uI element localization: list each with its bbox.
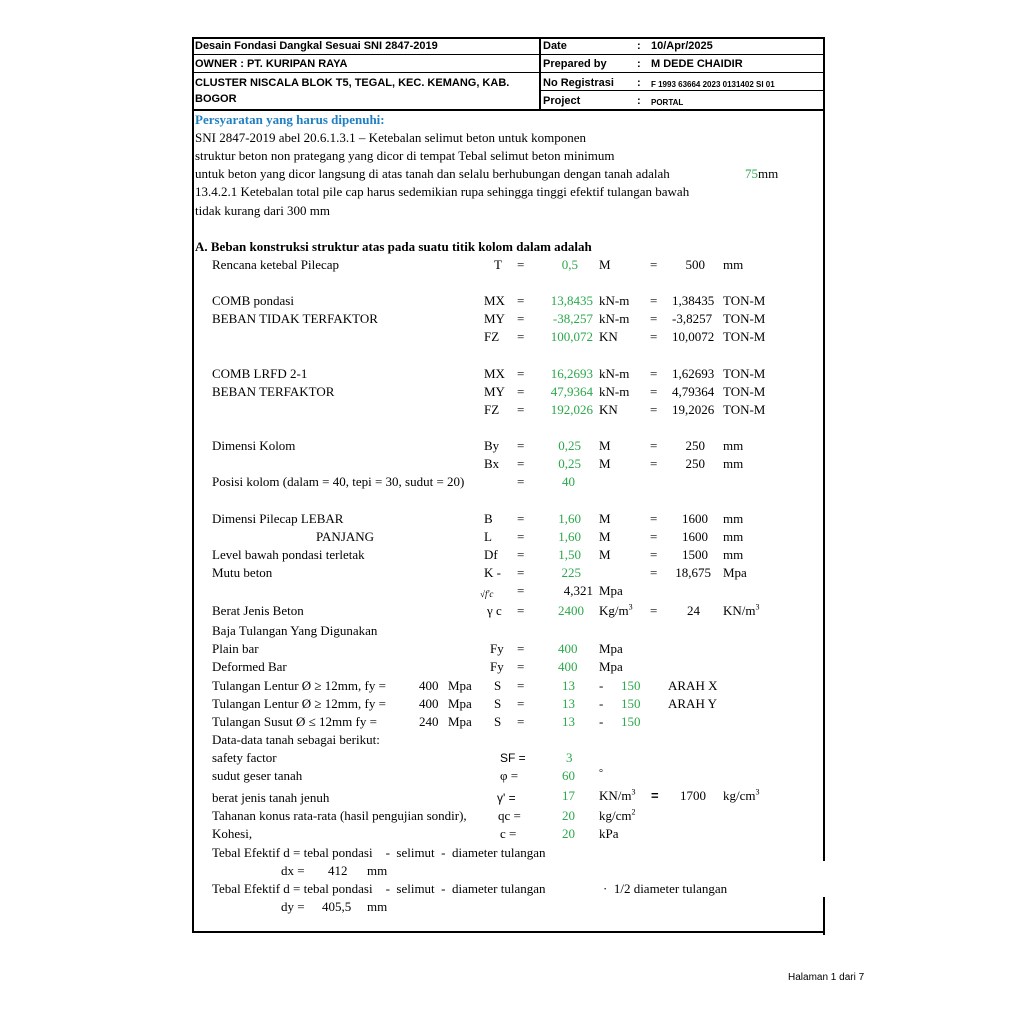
load-val: 192,026 — [550, 402, 593, 417]
tul-sym: S — [494, 678, 502, 693]
sudut-sym: φ = — [500, 768, 519, 783]
dim-unit: M — [599, 511, 611, 526]
jenuh-unit2-wrap — [723, 788, 760, 804]
project-value: PORTAL — [651, 98, 684, 107]
dim-unit2: mm — [723, 529, 744, 544]
load-unit2: TON-M — [723, 293, 766, 308]
tul-d: 13 — [562, 696, 575, 711]
load-unit: kN-m — [599, 384, 630, 399]
dim-eq: = — [517, 547, 525, 562]
pilecap-eq2: = — [650, 257, 658, 272]
load-sym: MX — [484, 293, 505, 308]
prepared-label: Prepared by — [543, 58, 607, 70]
prepared-value: M DEDE CHAIDIR — [651, 58, 743, 70]
req-line1: SNI 2847-2019 abel 20.6.1.3.1 – Ketebalan selimut beton untuk komponen — [195, 130, 587, 145]
load-eq2: = — [650, 311, 658, 326]
req-line4: 13.4.2.1 Ketebalan total pile cap harus sedemikian rupa sehingga tinggi efektif tulangan bawah — [195, 184, 690, 199]
jenuh-unit2-sup: 3 — [755, 787, 760, 797]
load-eq2: = — [650, 293, 658, 308]
load-val: 13,8435 — [550, 293, 593, 308]
qc-label: Tahanan konus rata-rata (hasil pengujian sondir), — [212, 808, 467, 823]
deformed-label: Deformed Bar — [212, 659, 287, 674]
pilecap-val2: 500 — [685, 257, 705, 272]
dim-unit: M — [599, 529, 611, 544]
jenuh-unit-sup: 3 — [631, 787, 636, 797]
load-val2: 4,79364 — [672, 384, 715, 399]
mutu-eq: = — [517, 565, 525, 580]
tul-fy: 400 — [419, 696, 439, 711]
qc-unit-wrap — [599, 808, 636, 824]
tul-label: Tulangan Lentur Ø ≥ 12mm, fy = — [212, 678, 386, 693]
mutu-val2: 18,675 — [675, 565, 711, 580]
kolom-val: 0,25 — [558, 456, 581, 471]
comb1-label: COMB pondasi — [212, 293, 294, 308]
deformed-eq: = — [517, 659, 525, 674]
dim-val2: 1500 — [682, 547, 708, 562]
load-val: 16,2693 — [550, 366, 593, 381]
noreg-label: No Registrasi — [543, 77, 614, 89]
section-a-title: A. Beban konstruksi struktur atas pada suatu titik kolom dalam adalah — [195, 239, 592, 254]
tul-s: 150 — [621, 714, 641, 729]
location-line1: CLUSTER NISCALA BLOK T5, TEGAL, KEC. KEMANG, KAB. — [195, 77, 510, 89]
load-eq2: = — [650, 329, 658, 344]
load-eq: = — [517, 311, 525, 326]
load-eq: = — [517, 366, 525, 381]
load-unit: KN — [599, 402, 618, 417]
sf-sym: SF = — [500, 751, 526, 765]
kolom-eq2: = — [650, 456, 658, 471]
header-line-2 — [192, 72, 824, 73]
load-unit2: TON-M — [723, 402, 766, 417]
req-line5: tidak kurang dari 300 mm — [195, 203, 331, 218]
plain-sym: Fy — [490, 641, 504, 656]
load-val2: -3,8257 — [672, 311, 713, 326]
project-colon: : — [637, 95, 641, 107]
plain-eq: = — [517, 641, 525, 656]
kohesi-sym: c = — [500, 826, 517, 841]
load-eq2: = — [650, 366, 658, 381]
berat-unit: Kg/m — [599, 603, 629, 618]
dx-label: dx = — [281, 863, 305, 878]
kohesi-val: 20 — [562, 826, 575, 841]
load-sym: FZ — [484, 329, 500, 344]
dim-unit2: mm — [723, 547, 744, 562]
dim-val2: 1600 — [682, 529, 708, 544]
load-unit2: TON-M — [723, 366, 766, 381]
comb2-sub: BEBAN TERFAKTOR — [212, 384, 335, 399]
tul-unit: Mpa — [448, 696, 472, 711]
load-val: 47,9364 — [550, 384, 593, 399]
load-eq: = — [517, 402, 525, 417]
level-label: Level bawah pondasi terletak — [212, 547, 365, 562]
owner: OWNER : PT. KURIPAN RAYA — [195, 58, 348, 70]
header-line-1 — [192, 54, 824, 55]
tebal-efektif-2: Tebal Efektif d = tebal pondasi - selimut - diameter tulangan — [212, 881, 546, 896]
header-divider — [539, 37, 541, 110]
deformed-val: 400 — [558, 659, 578, 674]
dim-unit: M — [599, 547, 611, 562]
load-sym: FZ — [484, 402, 500, 417]
dim-eq2: = — [650, 529, 658, 544]
tul-sym: S — [494, 714, 502, 729]
jenuh-val: 17 — [562, 788, 575, 803]
mutu-eq2: = — [650, 565, 658, 580]
kolom-unit: M — [599, 456, 611, 471]
baja-label: Baja Tulangan Yang Digunakan — [212, 623, 378, 638]
berat-unit-wrap — [599, 603, 633, 619]
plain-unit: Mpa — [599, 641, 623, 656]
page-number: Halaman 1 dari 7 — [788, 972, 865, 983]
pilecap-label: Rencana ketebal Pilecap — [212, 257, 340, 272]
date-colon: : — [637, 40, 641, 52]
kolom-unit: M — [599, 438, 611, 453]
jenuh-val2: 1700 — [680, 788, 706, 803]
berat-label: Berat Jenis Beton — [212, 603, 304, 618]
sf-val: 3 — [566, 750, 573, 765]
dim-eq: = — [517, 511, 525, 526]
berat-val: 2400 — [558, 603, 584, 618]
posisi-eq: = — [517, 474, 525, 489]
load-val: 100,072 — [550, 329, 593, 344]
load-unit2: TON-M — [723, 384, 766, 399]
pilecap-unit: M — [599, 257, 611, 272]
jenuh-label: berat jenis tanah jenuh — [212, 790, 330, 805]
berat-eq: = — [517, 603, 525, 618]
load-eq2: = — [650, 402, 658, 417]
sudut-val: 60 — [562, 768, 575, 783]
dim-eq2: = — [650, 547, 658, 562]
dim-val: 1,60 — [558, 529, 581, 544]
plain-val: 400 — [558, 641, 578, 656]
load-val2: 1,38435 — [672, 293, 715, 308]
noreg-value: F 1993 63664 2023 0131402 SI 01 — [651, 80, 775, 89]
tul-eq: = — [517, 714, 525, 729]
tul-fy: 400 — [419, 678, 439, 693]
dx-unit: mm — [367, 863, 388, 878]
kolom-sym: By — [484, 438, 500, 453]
kohesi-unit: kPa — [599, 826, 619, 841]
sudut-label: sudut geser tanah — [212, 768, 303, 783]
load-unit: kN-m — [599, 293, 630, 308]
jenuh-unit-wrap — [599, 788, 636, 804]
berat-eq2: = — [650, 603, 658, 618]
qc-unit-sup: 2 — [631, 807, 636, 817]
plain-label: Plain bar — [212, 641, 259, 656]
requirements-title: Persyaratan yang harus dipenuhi: — [195, 112, 385, 127]
tul-s: 150 — [621, 678, 641, 693]
tul-s: 150 — [621, 696, 641, 711]
kolom-unit2: mm — [723, 438, 744, 453]
load-eq2: = — [650, 384, 658, 399]
berat-unit2-sup: 3 — [755, 602, 760, 612]
kohesi-label: Kohesi, — [212, 826, 253, 841]
tul-d: 13 — [562, 678, 575, 693]
jenuh-eq: = — [651, 788, 659, 803]
sqrt-eq: = — [517, 583, 525, 598]
pilecap-dim-label: Dimensi Pilecap LEBAR — [212, 511, 344, 526]
berat-val2: 24 — [687, 603, 700, 618]
dim-sym: L — [484, 529, 492, 544]
tul-sym: S — [494, 696, 502, 711]
load-val2: 1,62693 — [672, 366, 715, 381]
tul-eq: = — [517, 696, 525, 711]
right-border-lower — [823, 897, 825, 935]
project-label: Project — [543, 95, 581, 107]
tebal-efektif-2b: · 1/2 diameter tulangan — [603, 881, 728, 896]
berat-sym: γ c — [487, 603, 502, 618]
jenuh-sym: γ' = — [497, 791, 516, 805]
pilecap-sym: T — [494, 257, 502, 272]
berat-unit2: KN/m — [723, 603, 756, 618]
pilecap-eq: = — [517, 257, 525, 272]
kolom-val: 0,25 — [558, 438, 581, 453]
dim-val: 1,60 — [558, 511, 581, 526]
mutu-val: 225 — [561, 565, 581, 580]
date-label: Date — [543, 40, 567, 52]
dy-val: 405,5 — [322, 899, 352, 914]
berat-unit-sup: 3 — [628, 602, 633, 612]
deformed-unit: Mpa — [599, 659, 623, 674]
mutu-unit2: Mpa — [723, 565, 747, 580]
tul-arah: ARAH Y — [668, 696, 717, 711]
pilecap-unit2: mm — [723, 257, 744, 272]
tul-dash: - — [599, 696, 604, 711]
dim-eq2: = — [650, 511, 658, 526]
dim-sym: Df — [484, 547, 498, 562]
sf-label: safety factor — [212, 750, 277, 765]
comb1-sub: BEBAN TIDAK TERFAKTOR — [212, 311, 378, 326]
sudut-deg: ° — [599, 768, 603, 779]
posisi-val: 40 — [562, 474, 575, 489]
load-eq: = — [517, 293, 525, 308]
req-line2: struktur beton non prategang yang dicor di tempat Tebal selimut beton minimum — [195, 148, 615, 163]
load-unit: kN-m — [599, 366, 630, 381]
load-sym: MX — [484, 366, 505, 381]
qc-unit: kg/cm — [599, 808, 632, 823]
tul-label: Tulangan Lentur Ø ≥ 12mm, fy = — [212, 696, 386, 711]
tul-fy: 240 — [419, 714, 439, 729]
req-line3: untuk beton yang dicor langsung di atas tanah dan selalu berhubungan dengan tanah adalah — [195, 166, 670, 181]
tul-dash: - — [599, 714, 604, 729]
dim-eq: = — [517, 529, 525, 544]
tul-label: Tulangan Susut Ø ≤ 12mm fy = — [212, 714, 377, 729]
req-cover-unit: mm — [758, 166, 779, 181]
tul-dash: - — [599, 678, 604, 693]
location-line2: BOGOR — [195, 93, 237, 105]
tul-d: 13 — [562, 714, 575, 729]
load-val2: 19,2026 — [672, 402, 715, 417]
jenuh-unit2: kg/cm — [723, 788, 756, 803]
load-sym: MY — [484, 384, 505, 399]
dim-sym: B — [484, 511, 493, 526]
kolom-label: Dimensi Kolom — [212, 438, 296, 453]
jenuh-unit: KN/m — [599, 788, 632, 803]
kolom-eq: = — [517, 438, 525, 453]
load-unit2: TON-M — [723, 311, 766, 326]
kolom-val2: 250 — [685, 456, 705, 471]
tanah-label: Data-data tanah sebagai berikut: — [212, 732, 380, 747]
deformed-sym: Fy — [490, 659, 504, 674]
kolom-unit2: mm — [723, 456, 744, 471]
load-eq: = — [517, 384, 525, 399]
load-unit: KN — [599, 329, 618, 344]
kolom-eq2: = — [650, 438, 658, 453]
date-value: 10/Apr/2025 — [651, 40, 713, 52]
sqrt-val: 4,321 — [563, 583, 593, 598]
load-unit: kN-m — [599, 311, 630, 326]
dim-val2: 1600 — [682, 511, 708, 526]
dy-unit: mm — [367, 899, 388, 914]
tul-unit: Mpa — [448, 678, 472, 693]
dim-val: 1,50 — [558, 547, 581, 562]
noreg-colon: : — [637, 77, 641, 89]
load-sym: MY — [484, 311, 505, 326]
berat-unit2-wrap — [723, 603, 760, 619]
prepared-colon: : — [637, 58, 641, 70]
mutu-label: Mutu beton — [212, 565, 273, 580]
dim-unit2: mm — [723, 511, 744, 526]
load-eq: = — [517, 329, 525, 344]
dx-val: 412 — [328, 863, 348, 878]
dy-label: dy = — [281, 899, 305, 914]
right-border-upper — [823, 37, 825, 861]
comb2-label: COMB LRFD 2-1 — [212, 366, 308, 381]
qc-sym: qc = — [498, 808, 521, 823]
qc-val: 20 — [562, 808, 575, 823]
doc-title: Desain Fondasi Dangkal Sesuai SNI 2847-2019 — [195, 40, 438, 52]
panjang-label: PANJANG — [316, 529, 375, 544]
kolom-sym: Bx — [484, 456, 500, 471]
tul-arah: ARAH X — [668, 678, 718, 693]
tebal-efektif-1: Tebal Efektif d = tebal pondasi - selimut - diameter tulangan — [212, 845, 546, 860]
load-val: -38,257 — [552, 311, 593, 326]
pilecap-val: 0,5 — [561, 257, 578, 272]
header-line-4 — [192, 109, 824, 111]
posisi-label: Posisi kolom (dalam = 40, tepi = 30, sudut = 20) — [212, 474, 465, 489]
load-val2: 10,0072 — [672, 329, 715, 344]
load-unit2: TON-M — [723, 329, 766, 344]
sqrt-sym: √f'c — [480, 589, 494, 599]
kolom-eq: = — [517, 456, 525, 471]
kolom-val2: 250 — [685, 438, 705, 453]
tul-unit: Mpa — [448, 714, 472, 729]
req-cover-value: 75 — [745, 166, 758, 181]
tul-eq: = — [517, 678, 525, 693]
mutu-sym: K - — [484, 565, 501, 580]
sqrt-unit: Mpa — [599, 583, 623, 598]
